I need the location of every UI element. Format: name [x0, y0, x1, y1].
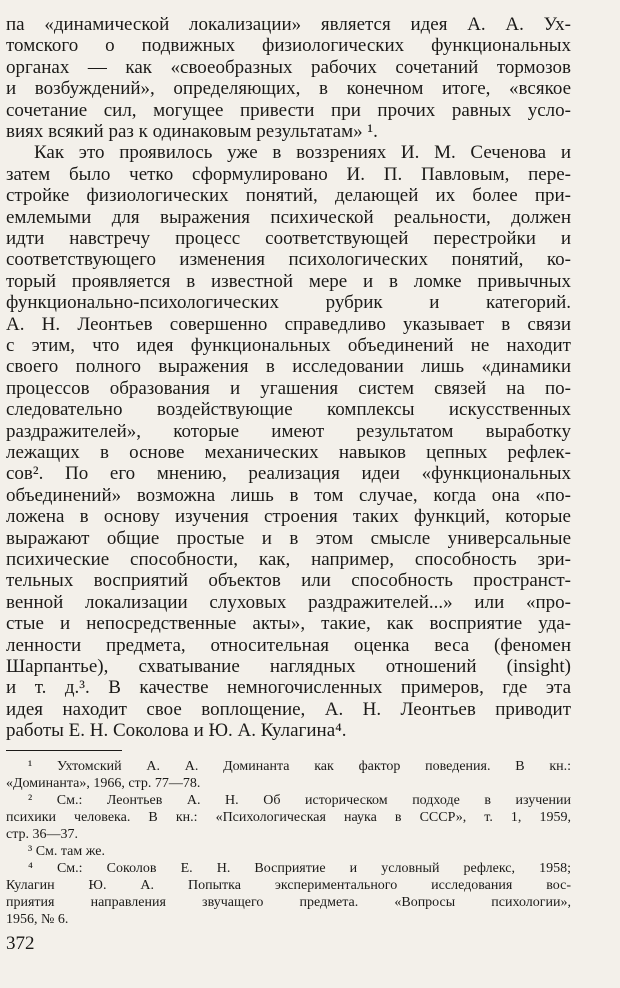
text-line: работы Е. Н. Соколова и Ю. А. Кулагина⁴. — [6, 720, 347, 742]
footnote-line: ⁴ См.: Соколов Е. Н. Восприятие и условный рефлекс, 1958; — [28, 861, 571, 876]
text-line: А. Н. Леонтьев совершенно справедливо указывает в связи — [6, 313, 571, 335]
text-line: сов². По его мнению, реализация идеи «функциональных — [6, 463, 571, 485]
text-line: и т. д.³. В качестве немногочисленных примеров, где эта — [6, 677, 571, 699]
text-line: ленности предмета, относительная оценка веса (феномен — [6, 634, 571, 656]
text-line: объединений» возможна лишь в том случае, когда она «по- — [6, 484, 571, 506]
text-line: идея находит свое воплощение, А. Н. Леонтьев приводит — [6, 698, 571, 720]
footnote-line: ³ См. там же. — [28, 844, 105, 859]
page-number: 372 — [6, 933, 35, 954]
text-line: соответствующего изменения психологических понятий, ко- — [6, 249, 571, 271]
text-line: с этим, что идея функциональных объединений не находит — [6, 335, 571, 356]
text-line: органах — как «своеобразных рабочих сочетаний тормозов — [6, 56, 571, 78]
footnote-line: приятия направления звучащего предмета. «Вопросы психологии», — [6, 895, 571, 910]
text-line: функционально-психологических рубрик и категорий. — [6, 292, 571, 314]
text-line: стые и непосредственные акты», такие, как восприятие уда- — [6, 613, 571, 635]
text-line: стройке физиологических понятий, делающей их более при- — [6, 185, 571, 207]
text-line: идти навстречу процесс соответствующей перестройки и — [6, 228, 571, 249]
text-line: процессов образования и угашения систем связей на по- — [6, 377, 571, 399]
text-line: виях всякий раз к одинаковым результатам» ¹. — [6, 121, 378, 142]
text-line: Шарпантье), схватывание наглядных отношений (insight) — [6, 656, 571, 677]
text-line: раздражителей», которые имеют результатом выработку — [6, 420, 571, 442]
text-line: и возбуждений», определяющих, в конечном итоге, «всякое — [6, 78, 571, 100]
text-line: психические способности, как, например, способность зри- — [6, 549, 571, 570]
text-line: емлемыми для выражения психической реальности, должен — [6, 206, 571, 228]
text-line: своего полного выражения в исследовании лишь «динамики — [6, 356, 571, 378]
text-line: сочетание сил, могущее привести при прочих равных усло- — [6, 99, 571, 121]
text-line: томского о подвижных физиологических функциональных — [6, 35, 571, 57]
text-line: следовательно воздействующие комплексы искусственных — [6, 399, 571, 421]
text-line: торый проявляется в известной мере и в ломке привычных — [6, 270, 571, 292]
footnote-line: психики человека. В кн.: «Психологическая наука в СССР», т. 1, 1959, — [6, 810, 571, 825]
text-line: затем было четко сформулировано И. П. Павловым, пере- — [6, 163, 571, 185]
text-line: тельных восприятий объектов или способность пространст- — [6, 570, 571, 592]
text-line: выражают общие простые и в этом смысле универсальные — [6, 527, 571, 549]
footnote-line: ² См.: Леонтьев А. Н. Об историческом подходе в изучении — [28, 793, 571, 808]
footnote-line: Кулагин Ю. А. Попытка экспериментального исследования вос- — [6, 878, 571, 893]
text-line: ложена в основу изучения строения таких функций, которые — [6, 506, 571, 528]
footnote-line: ¹ Ухтомский А. А. Доминанта как фактор поведения. В кн.: — [28, 759, 571, 774]
text-line: Как это проявилось уже в воззрениях И. М. Сеченова и — [34, 142, 571, 164]
footnote-separator — [6, 750, 122, 751]
footnote-line: «Доминанта», 1966, стр. 77—78. — [6, 776, 201, 791]
text-line: лежащих в основе механических навыков цепных рефлек- — [6, 442, 571, 463]
footnote-line: 1956, № 6. — [6, 912, 69, 927]
text-line: па «динамической локализации» является идея А. А. Ух- — [6, 14, 571, 35]
footnote-line: стр. 36—37. — [6, 827, 79, 842]
text-line: венной локализации слуховых раздражителей...» или «про- — [6, 591, 571, 613]
